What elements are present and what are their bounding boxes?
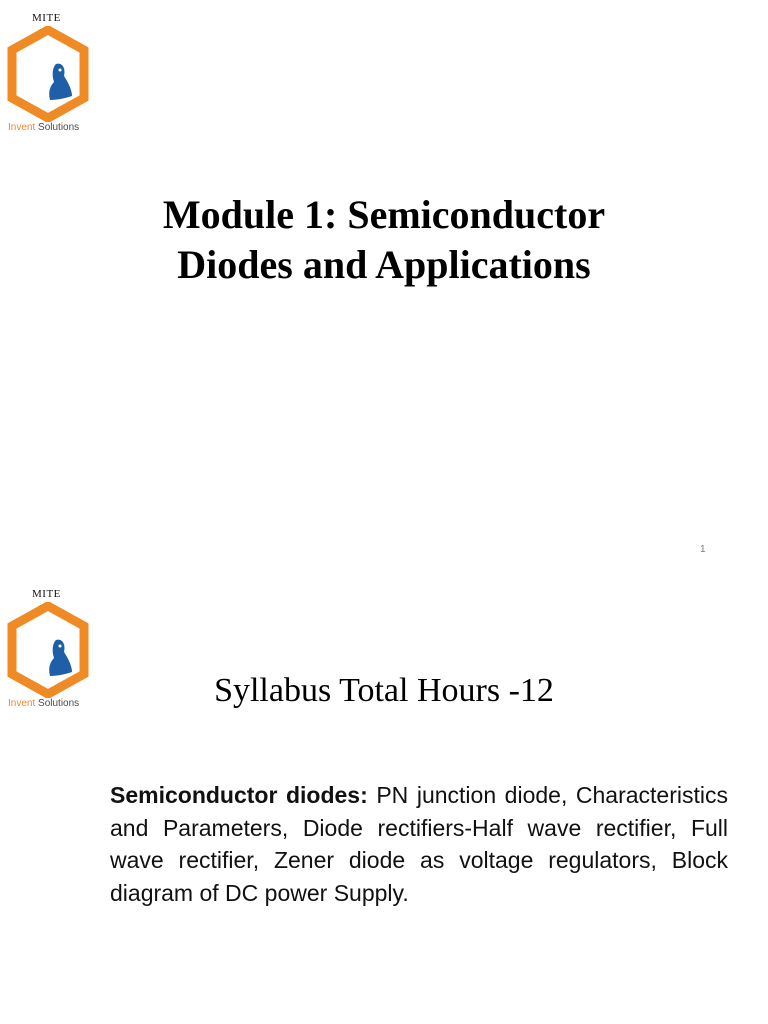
- slide-2: [0, 576, 768, 1024]
- hexagon-logo-icon: [6, 602, 90, 698]
- logo-brand-bottom: Invent Solutions: [8, 698, 80, 709]
- syllabus-body-lead: Semiconductor diodes:: [110, 782, 368, 808]
- logo-brand-bottom: Invent Solutions: [8, 122, 80, 133]
- title-line-2: Diodes and Applications: [177, 242, 591, 287]
- mite-logo: [6, 12, 90, 138]
- page-number: 1: [700, 544, 706, 555]
- syllabus-heading: Syllabus Total Hours -12: [214, 672, 554, 709]
- logo-brand-top: MITE: [32, 12, 61, 24]
- module-title: [84, 190, 684, 290]
- logo-brand-top: MITE: [32, 588, 61, 600]
- mite-logo: [6, 588, 90, 714]
- title-line-1: Module 1: Semiconductor: [162, 192, 606, 237]
- syllabus-body: [110, 779, 728, 909]
- hexagon-logo-icon: [6, 26, 90, 122]
- syllabus-body-text: PN junction diode, Characteristics and Parameters, Diode rectifiers-Half wave rectifier, Full wave rectifier, Zener diode as voltage regulators, Block diagram of DC power Supply.: [110, 782, 728, 906]
